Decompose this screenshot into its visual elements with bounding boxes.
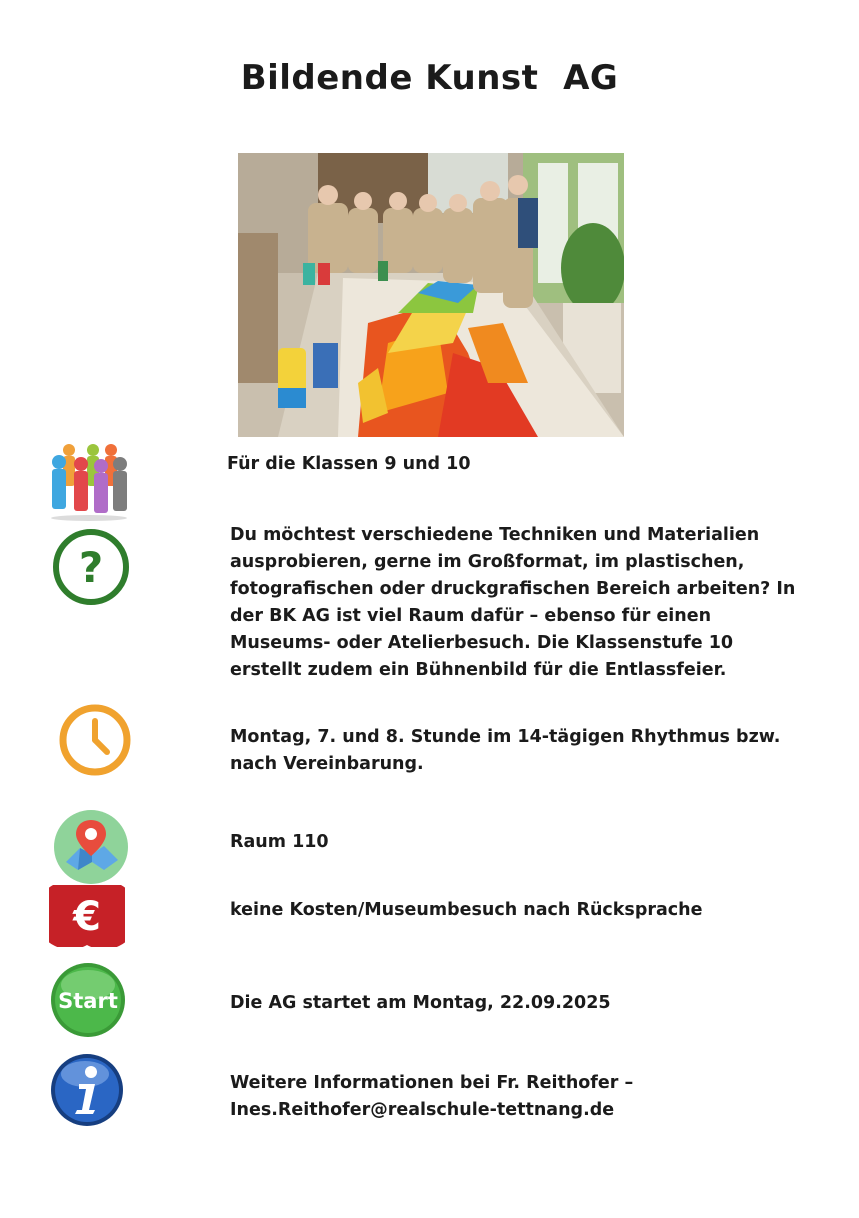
euro-icon — [49, 875, 125, 947]
start-icon-label: Start — [58, 989, 118, 1013]
classes-text: Für die Klassen 9 und 10 — [227, 454, 471, 474]
photo-illustration — [238, 153, 624, 437]
people-group-icon — [47, 442, 131, 522]
question-mark-icon — [52, 528, 130, 606]
svg-text:€: € — [73, 894, 101, 940]
time-text: Montag, 7. und 8. Stunde im 14-tägigen Rhythmus bzw. nach Vereinbarung. — [230, 727, 781, 774]
info-line-1: Weitere Informationen bei Fr. Reithofer – — [230, 1073, 634, 1093]
start-text: Die AG startet am Montag, 22.09.2025 — [230, 993, 611, 1013]
info-email-link[interactable]: Ines.Reithofer@realschule-tettnang.de — [230, 1100, 615, 1120]
cost-text: keine Kosten/Museumbesuch nach Rücksprache — [230, 900, 703, 920]
svg-text:?: ? — [78, 543, 104, 592]
description-text: Du möchtest verschiedene Techniken und Materialien ausprobieren, gerne im Großformat, im plastischen, fotografischen oder druckgrafischen Bereich arbeiten? In der BK AG ist viel Raum dafür – ebenso für einen Museums- oder Atelierbesuch. Die Klassenstufe 10 erstellt zudem ein Bühnenbild für die Entlassfeier. — [230, 525, 796, 680]
info-icon — [49, 1052, 125, 1128]
start-button-icon — [49, 961, 127, 1039]
room-text: Raum 110 — [230, 832, 329, 852]
page-title: Bildende Kunst AG — [240, 58, 619, 98]
art-class-photo — [238, 153, 624, 437]
clock-icon — [58, 703, 132, 777]
